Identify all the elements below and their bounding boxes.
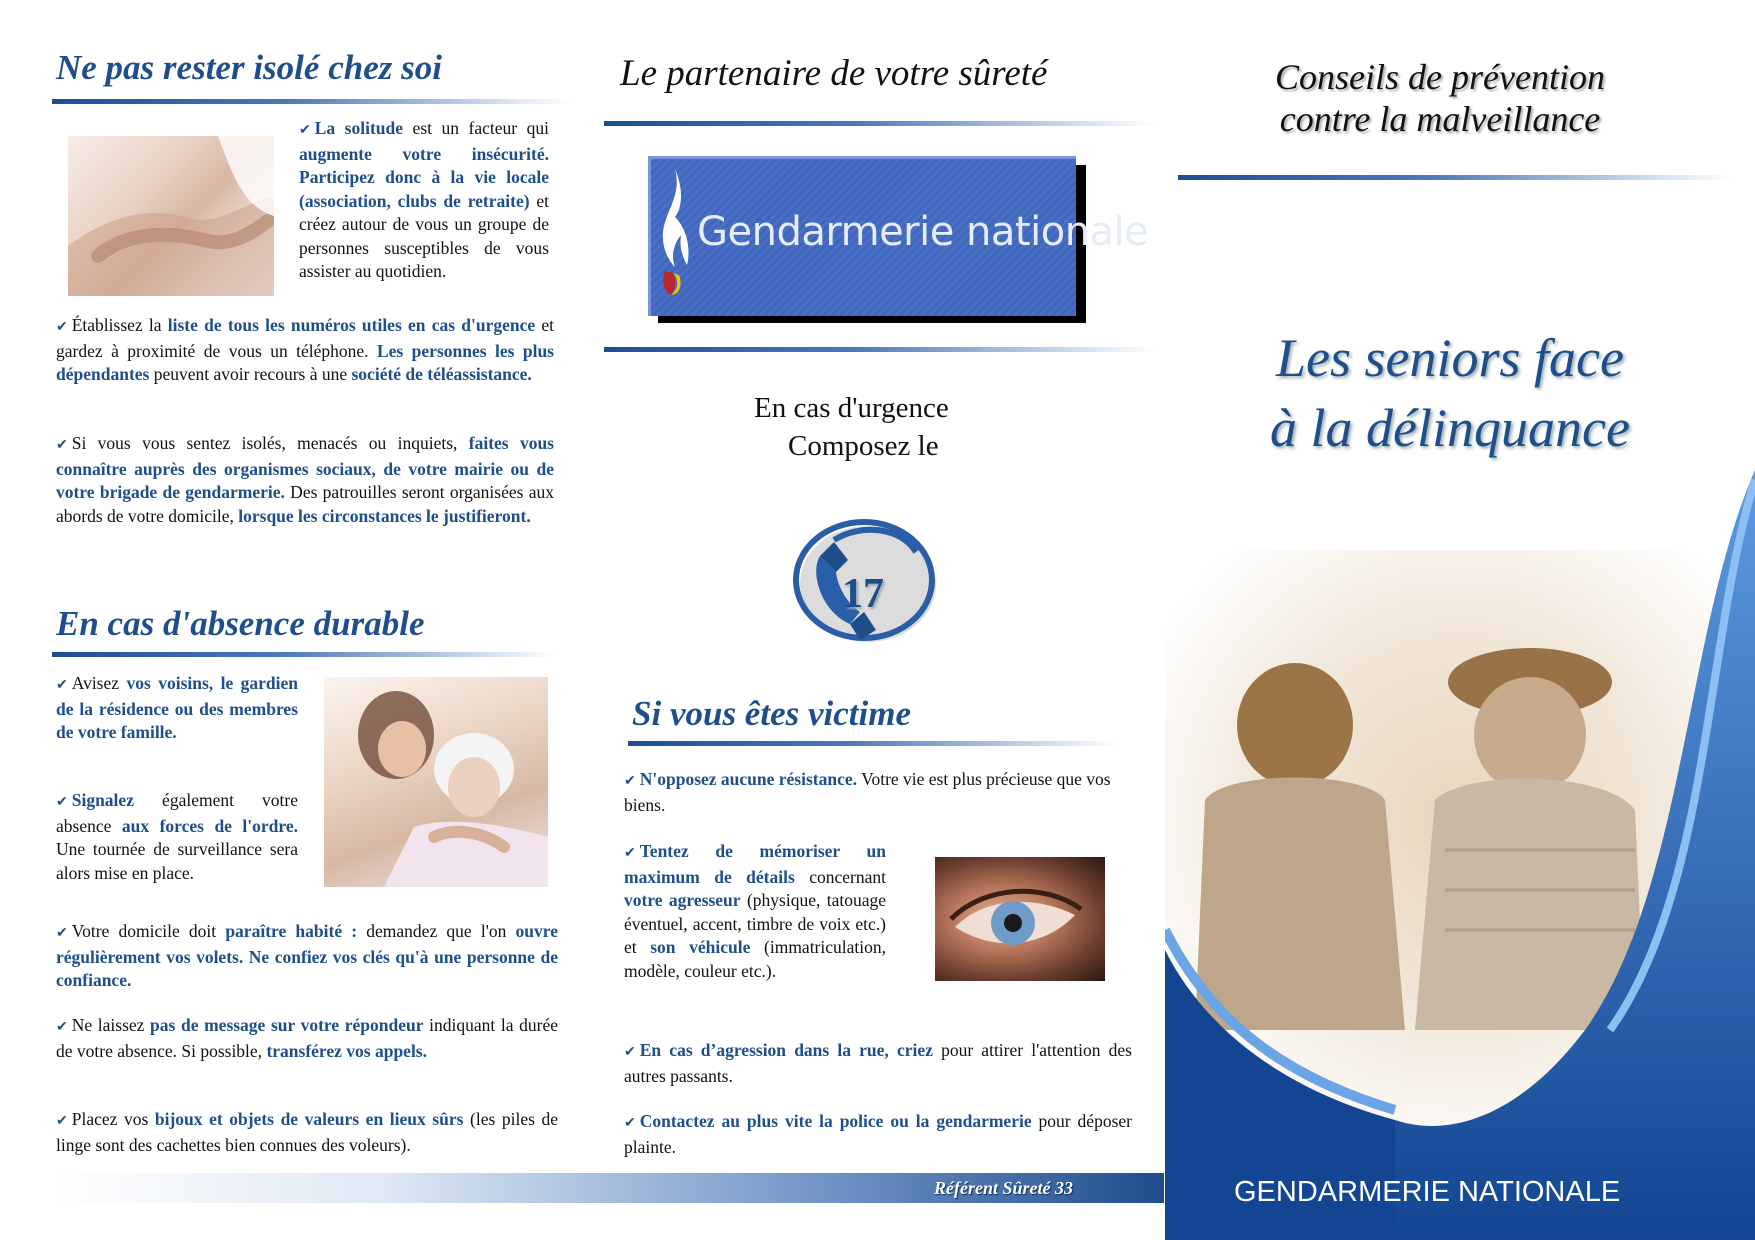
paragraph-isoles: [56, 432, 554, 528]
paragraph-solitude: [299, 117, 549, 284]
body-text: Ne laissez: [71, 1015, 151, 1035]
section-title-isolation: Ne pas rester isolé chez soi: [56, 48, 442, 87]
paragraph-repondeur: [56, 1014, 558, 1063]
cover-illustration: [1165, 470, 1755, 1240]
paragraph-signalez: [56, 789, 298, 885]
checkmark-icon: ✔: [299, 123, 311, 138]
checkmark-icon: ✔: [56, 1020, 68, 1035]
title-line-1: Les seniors face: [1276, 328, 1624, 388]
emergency-17-emblem: [790, 516, 940, 646]
title-line-2: à la délinquance: [1270, 398, 1630, 458]
body-text: concernant: [794, 866, 886, 887]
highlighted-text: votre agresseur: [624, 890, 741, 910]
urgence-line-2: Composez le: [788, 430, 939, 462]
section-rule: [52, 99, 572, 104]
gendarmerie-logo: [648, 156, 1149, 316]
body-text: pour déposer plainte.: [624, 1111, 1132, 1157]
highlighted-text: aux forces de l'ordre.: [121, 815, 298, 836]
body-text: également votre absence: [56, 790, 298, 836]
checkmark-icon: ✔: [56, 438, 68, 453]
referent-surete-label: Référent Sûreté 33: [934, 1178, 1073, 1198]
highlighted-text: En cas d’agression dans la rue, criez: [639, 1040, 933, 1060]
highlighted-text: société de téléassistance.: [351, 364, 532, 384]
flame-icon: [653, 169, 693, 309]
highlighted-text: paraître habité :: [225, 921, 358, 941]
body-text: (les piles de linge sont des cachettes bien connues des voleurs).: [56, 1109, 558, 1155]
paragraph-resistance: [624, 768, 1132, 817]
checkmark-icon: ✔: [56, 1114, 68, 1129]
paragraph-domicile: [56, 920, 558, 993]
body-text: demandez que l'on: [357, 921, 516, 941]
paragraph-agression: [624, 1039, 1132, 1088]
checkmark-icon: ✔: [56, 320, 68, 335]
highlighted-text: transférez vos appels.: [266, 1040, 427, 1061]
brochure-title: [1170, 323, 1730, 463]
body-text: Votre vie est plus précieuse que vos biens.: [624, 769, 1111, 815]
paragraph-contact: [624, 1110, 1132, 1159]
checkmark-icon: ✔: [624, 1045, 636, 1060]
highlighted-text: son véhicule: [650, 937, 751, 957]
section-rule: [1178, 175, 1733, 180]
highlighted-text: Tentez de mémoriser un maximum de détails: [624, 841, 886, 887]
highlighted-text: N'opposez aucune résistance.: [639, 769, 858, 789]
body-text: Avisez: [71, 673, 127, 693]
section-rule: [628, 741, 1120, 746]
highlighted-text: bijoux et objets de valeurs en lieux sûrs: [154, 1109, 464, 1129]
paragraph-bijoux: [56, 1108, 558, 1157]
partner-title: Le partenaire de votre sûreté: [620, 53, 1048, 94]
eye-photo: [935, 857, 1105, 981]
section-title-victime: Si vous êtes victime: [632, 694, 911, 733]
number-17: 17: [842, 571, 884, 617]
checkmark-icon: ✔: [624, 846, 636, 861]
highlighted-text: augmente votre insécurité. Participez donc à la vie locale (association, clubs de retraite): [299, 143, 549, 211]
body-text: et gardez à proximité de vous un téléphone.: [56, 315, 554, 361]
paragraph-numeros: [56, 314, 554, 387]
body-text: Placez vos: [71, 1109, 155, 1129]
subtitle-line-2: contre la malveillance: [1279, 99, 1601, 139]
section-rule: [604, 121, 1156, 126]
body-text: indiquant la durée de votre absence. Si possible,: [56, 1015, 558, 1061]
highlighted-text: pas de message sur votre répondeur: [150, 1015, 424, 1035]
section-title-absence: En cas d'absence durable: [56, 604, 425, 643]
subtitle-line-1: Conseils de prévention: [1275, 57, 1605, 97]
body-text: (physique, tatouage éventuel, accent, timbre de voix etc.) et: [624, 890, 886, 957]
body-text: Si vous vous sentez isolés, menacés ou inquiets,: [71, 433, 469, 453]
highlighted-text: liste de tous les numéros utiles en cas d'urgence: [167, 315, 536, 335]
body-text: est un facteur qui: [403, 118, 549, 138]
section-rule: [604, 347, 1156, 352]
checkmark-icon: ✔: [56, 926, 68, 941]
checkmark-icon: ✔: [56, 678, 68, 693]
checkmark-icon: ✔: [624, 774, 636, 789]
prevention-subtitle: [1170, 56, 1710, 140]
paragraph-avisez: [56, 672, 298, 745]
body-text: (immatriculation, modèle, couleur etc.).: [624, 937, 886, 981]
checkmark-icon: ✔: [56, 795, 68, 810]
holding-hands-photo: [68, 136, 274, 296]
highlighted-text: faites vous connaître auprès des organismes sociaux, de votre mairie ou de votre brigade de gendarmerie.: [56, 433, 554, 502]
gendarmerie-nationale-footer: GENDARMERIE NATIONALE: [1234, 1176, 1621, 1208]
highlighted-text: Les personnes les plus dépendantes: [56, 340, 554, 384]
logo-text: Gendarmerie nationale: [697, 209, 1149, 255]
body-text: Des patrouilles seront organisées aux abords de votre domicile,: [56, 482, 554, 526]
urgence-line-1: En cas d'urgence: [754, 392, 949, 424]
checkmark-icon: ✔: [624, 1116, 636, 1131]
highlighted-text: La solitude: [314, 118, 404, 138]
highlighted-text: lorsque les circonstances le justifieront.: [238, 505, 531, 526]
body-text: et créez autour de vous un groupe de personnes susceptibles de vous assister au quotidien.: [299, 190, 549, 281]
highlighted-text: Signalez: [71, 790, 134, 810]
body-text: Une tournée de surveillance sera alors mise en place.: [56, 839, 298, 883]
paragraph-memoriser: [624, 840, 886, 983]
highlighted-text: ouvre régulièrement vos volets. Ne confiez vos clés qu'à une personne de confiance.: [56, 921, 558, 990]
body-text: Votre domicile doit: [71, 921, 226, 941]
section-rule: [52, 652, 557, 657]
body-text: Établissez la: [71, 315, 168, 335]
highlighted-text: vos voisins, le gardien de la résidence ou des membres de votre famille.: [56, 673, 299, 742]
highlighted-text: Contactez au plus vite la police ou la gendarmerie: [639, 1111, 1032, 1131]
body-text: pour attirer l'attention des autres passants.: [624, 1040, 1132, 1086]
body-text: peuvent avoir recours à une: [149, 364, 352, 384]
senior-and-caregiver-photo: [324, 677, 548, 887]
